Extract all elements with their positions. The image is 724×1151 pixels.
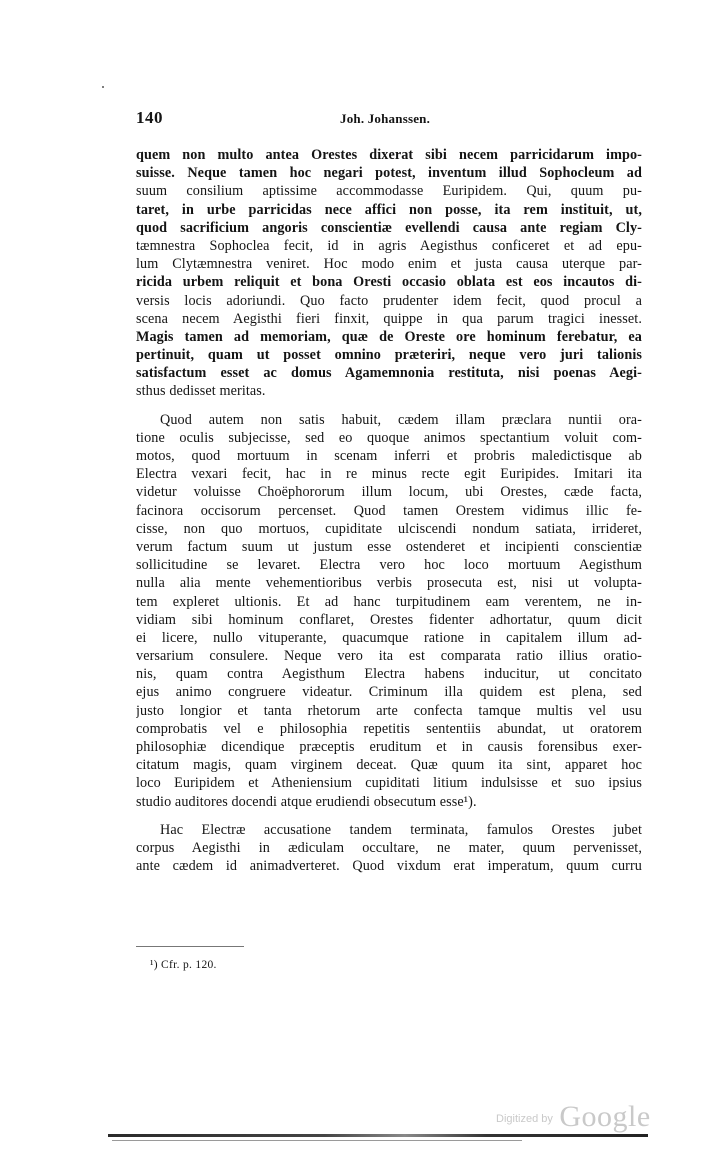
page-number: 140 (136, 108, 163, 127)
text-line: tæmnestra Sophoclea fecit, id in agris Aegisthus conficeret et ad epu- (136, 237, 642, 254)
scan-edge-artifact-thin (112, 1140, 522, 1141)
text-line: loco Euripidem et Atheniensium cupiditati litium indulsisse et suo ipsius (136, 775, 642, 792)
text-line: nis, quam contra Aegisthum Electra habens inducitur, ut concitato (136, 666, 642, 683)
footnote-rule (136, 946, 244, 947)
text-line: ante cædem id animadverteret. Quod vixdum erat imperatum, quum curru (136, 858, 642, 875)
text-line: comprobatis vel e philosophia repetitis sententiis abundat, ut oratorem (136, 720, 642, 737)
scan-edge-artifact (108, 1134, 648, 1137)
text-line: philosophiæ dicendique præceptis eruditum et in causis forensibus exer- (136, 739, 642, 755)
text-line: tione oculis subjecisse, sed eo quoque animos spectantium voluit com- (136, 429, 642, 446)
footnote: ¹) Cfr. p. 120. (150, 959, 217, 971)
text-line: Electra vexari fecit, hac in re minus recte egit Euripides. Imitari ita (136, 466, 642, 483)
scan-speck (102, 86, 104, 88)
text-line: sthus dedisset meritas. (136, 383, 266, 400)
text-line: tem expleret ultionis. Et ad hanc turpitudinem eam verentem, ne in- (136, 593, 642, 610)
text-line: ejus animo congruere videatur. Criminum illa quidem est plena, sed (136, 684, 642, 701)
text-line: cisse, non quo mortuos, cupiditate ulciscendi nondum satiata, irrideret, (136, 520, 642, 537)
running-head: Joh. Johanssen. (340, 111, 431, 126)
text-line: quod sacrificium angoris conscientiæ evellendi causa ante regiam Cly- (136, 219, 642, 236)
text-line: sollicitudine se levaret. Electra vero hoc loco mortuum Aegisthum (136, 557, 642, 574)
text-line: nulla alia mente vehementioribus verbis prosecuta est, nisi ut volupta- (136, 575, 642, 592)
paragraph-3 (136, 821, 642, 876)
google-logo: Google (559, 1100, 651, 1133)
text-line: Quod autem non satis habuit, cædem illam præclara nuntii ora- (160, 411, 642, 428)
text-line: Hac Electræ accusatione tandem terminata, famulos Orestes jubet (160, 821, 642, 838)
text-line: scena necem Aegisthi fieri finxit, quippe in qua parum tragici inesset. (136, 310, 642, 327)
text-line: suisse. Neque tamen hoc negari potest, inventum illud Sophocleum ad (136, 165, 642, 182)
text-line: taret, in urbe parricidas nece affici non posse, ita rem instituit, ut, (136, 201, 642, 218)
text-line: ricida urbem reliquit et bona Oresti occasio oblata est eos incautos di- (136, 274, 642, 291)
text-line: pertinuit, quam ut posset omnino præteriri, neque vero juri talionis (136, 347, 642, 364)
text-line: studio auditores docendi atque erudiendi obsecutum esse¹). (136, 793, 477, 810)
text-line: versarium consulere. Neque vero ita est comparata ratio illius oratio- (136, 648, 642, 665)
paragraph-1 (136, 146, 642, 401)
text-line: verum factum suum ut justum esse ostenderet et incipienti conscientiæ (136, 538, 642, 555)
text-line: versis locis adoriundi. Quo facto prudenter idem fecit, quod procul a (136, 292, 642, 309)
text-line: vidiam sibi hominum conflaret, Orestes fidenter adhortatur, quum dicit (136, 611, 642, 628)
text-line: suum consilium aptissime accommodasse Euripidem. Qui, quum pu- (136, 183, 642, 200)
text-line: ei licere, nullo vituperante, quacumque ratione in capitalem illum ad- (136, 629, 642, 646)
text-line: lum Clytæmnestra veniret. Hoc modo enim et justa causa uterque par- (136, 256, 642, 273)
watermark-prefix: Digitized by (496, 1113, 553, 1125)
text-line: Magis tamen ad memoriam, quæ de Oreste ore hominum ferebatur, ea (136, 328, 642, 345)
body-text (136, 146, 642, 875)
text-line: videtur voluisse Choëphororum illum locum, ubi Orestes, cæde facta, (136, 484, 642, 501)
text-line: corpus Aegisthi in ædiculam occultare, ne mater, quum pervenisset, (136, 839, 642, 856)
text-line: satisfactum esset ac domus Agamemnonia restituta, nisi poenas Aegi- (136, 365, 642, 382)
text-line: justo longior et tanta rhetorum arte confecta tamque multis vel usu (136, 702, 642, 719)
text-line: facinora occisorum percenset. Quod tamen Orestem vidimus illic fe- (136, 502, 642, 519)
text-line: citatum magis, quam virginem deceat. Quæ quum ita sint, apparet hoc (136, 757, 642, 774)
digitized-watermark (496, 1100, 651, 1134)
paragraph-2 (136, 411, 642, 811)
page-header (136, 108, 642, 132)
text-line: motos, quod mortuum in scenam inferri et probris maledictisque ab (136, 448, 642, 464)
text-line: quem non multo antea Orestes dixerat sibi necem parricidarum impo- (136, 147, 642, 163)
